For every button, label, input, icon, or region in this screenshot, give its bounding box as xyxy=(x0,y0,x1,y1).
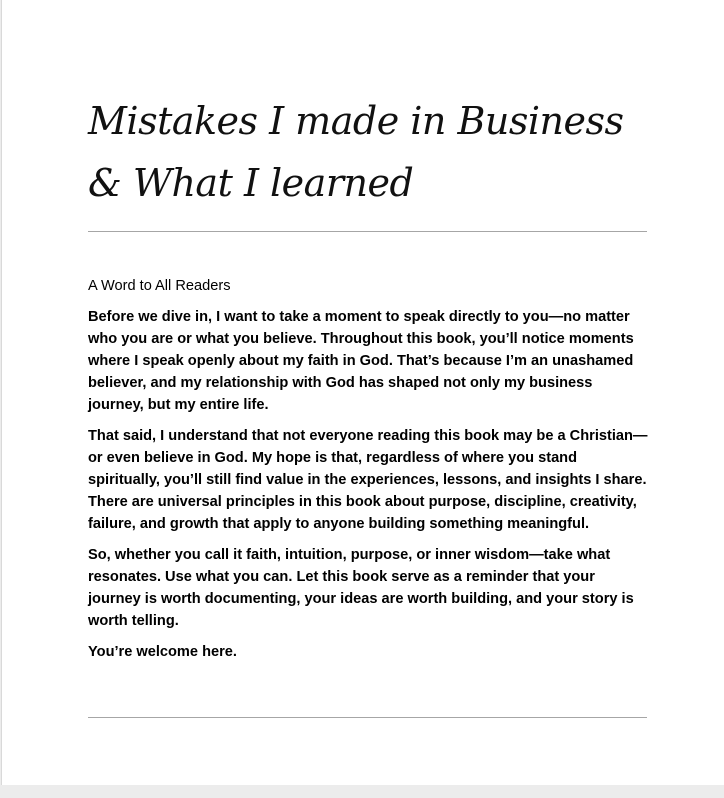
bottom-divider xyxy=(88,717,647,718)
document-page xyxy=(1,0,724,785)
paragraph-1: Before we dive in, I want to take a moment to speak directly to you—no matter who you are or what you believe. Throughout this book, you’ll notice moments where I speak openly about my faith in God. That’s because I’m an unashamed believer, and my relationship with God has shaped not only my business journey, but my entire life. xyxy=(88,309,634,413)
paragraph-4: You’re welcome here. xyxy=(88,644,237,660)
top-divider xyxy=(88,231,647,232)
document-title: Mistakes I made in Business & What I learned xyxy=(88,99,624,205)
document-body xyxy=(88,275,648,672)
paragraph-3: So, whether you call it faith, intuition, purpose, or inner wisdom—take what resonates. Use what you can. Let this book serve as a reminder that your journey is worth documenting, your ideas are worth building, and your story is worth telling. xyxy=(88,547,634,629)
paragraph-2: That said, I understand that not everyone reading this book may be a Christian—or even believe in God. My hope is that, regardless of where you stand spiritually, you’ll still find value in the experiences, lessons, and insights I share. There are universal principles in this book about purpose, discipline, creativity, failure, and growth that apply to anyone building something meaningful. xyxy=(88,428,648,532)
section-heading: A Word to All Readers xyxy=(88,278,231,294)
